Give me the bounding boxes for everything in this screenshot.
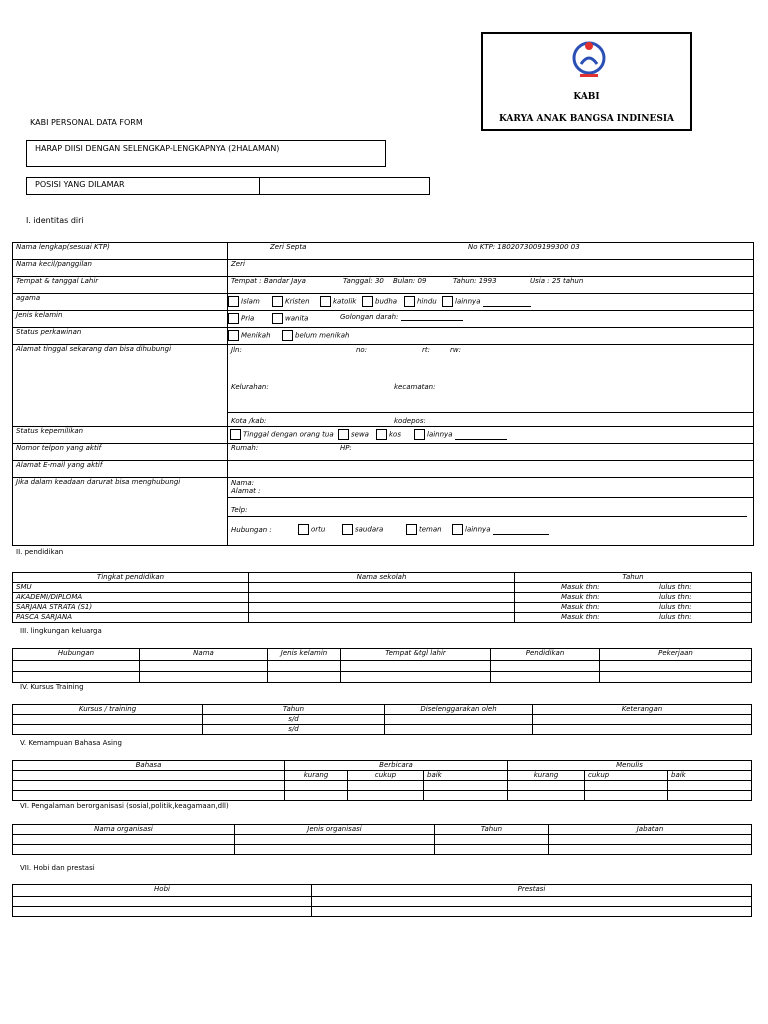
agama-opt: lainnya: [455, 297, 481, 306]
milik-checkbox-kos[interactable]: [376, 429, 387, 440]
org-header: Tahun: [435, 825, 549, 835]
kel-header: Hubungan: [13, 649, 140, 661]
agama-opt: katolik: [333, 297, 357, 306]
org-header: Nama organisasi: [13, 825, 235, 835]
kawin-checkbox-belum[interactable]: [282, 330, 293, 341]
pend-level: AKADEMI/DIPLOMA: [13, 593, 249, 603]
kel-header: Tempat &tgl lahir: [341, 649, 491, 661]
posisi-input[interactable]: [259, 178, 430, 194]
lulus-label: lulus thn:: [659, 593, 692, 601]
darurat-telp-label: Telp:: [231, 506, 248, 514]
ktp-value[interactable]: No KTP: 1802073009199300 03: [468, 243, 580, 251]
sd-label: s/d: [203, 715, 385, 725]
nama-value[interactable]: Zeri Septa: [270, 243, 307, 251]
level-label: baik: [424, 771, 508, 781]
bicara-header: Berbicara: [285, 761, 508, 771]
masuk-label: Masuk thn:: [561, 613, 600, 621]
kel-header: Pekerjaan: [600, 649, 752, 661]
milik-opt: Tinggal dengan orang tua: [243, 430, 334, 439]
jk-opt: wanita: [285, 314, 309, 323]
masuk-label: Masuk thn:: [561, 593, 600, 601]
kawin-checkbox-menikah[interactable]: [228, 330, 239, 341]
agama-checkbox-lainnya[interactable]: [442, 296, 453, 307]
milik-opt: sewa: [351, 430, 369, 439]
table-row[interactable]: [13, 791, 752, 801]
pend-level: SMU: [13, 583, 249, 593]
masuk-label: Masuk thn:: [561, 603, 600, 611]
agama-checkbox-hindu[interactable]: [404, 296, 415, 307]
hub-checkbox-teman[interactable]: [406, 524, 417, 535]
email-label: Alamat E-mail yang aktif: [13, 461, 228, 478]
pend-header-tingkat: Tingkat pendidikan: [13, 573, 249, 583]
goldar-input[interactable]: [401, 320, 463, 321]
pend-header-sekolah: Nama sekolah: [249, 573, 515, 583]
lulus-label: lulus thn:: [659, 603, 692, 611]
kawin-label: Status perkawinan: [13, 328, 228, 345]
hobi-header: Hobi: [13, 885, 312, 897]
kabi-logo-icon: [571, 38, 607, 80]
kota-label: Kota /kab:: [231, 417, 267, 425]
level-label: cukup: [348, 771, 424, 781]
kursus-header: Keterangan: [533, 705, 752, 715]
milik-lainnya-input[interactable]: [455, 439, 507, 440]
instruction-box: HARAP DIISI DENGAN SELENGKAP-LENGKAPNYA (2HALAMAN): [26, 140, 386, 167]
agama-opt: Islam: [241, 297, 260, 306]
identitas-table: [12, 242, 754, 546]
kel-header: Pendidikan: [491, 649, 600, 661]
hub-checkbox-ortu[interactable]: [298, 524, 309, 535]
pend-sekolah-cell[interactable]: [249, 593, 515, 603]
org-header: Jenis organisasi: [235, 825, 435, 835]
pend-level: SARJANA STRATA (S1): [13, 603, 249, 613]
form-title: KABI PERSONAL DATA FORM: [30, 118, 143, 127]
hub-checkbox-lainnya[interactable]: [452, 524, 463, 535]
pendidikan-table: [12, 572, 752, 623]
section-1-title: I. identitas diri: [26, 216, 84, 225]
milik-opt: lainnya: [427, 430, 453, 439]
level-label: kurang: [508, 771, 585, 781]
level-label: cukup: [585, 771, 668, 781]
kursus-header: Tahun: [203, 705, 385, 715]
masuk-label: Masuk thn:: [561, 583, 600, 591]
alamat-label: Alamat tinggal sekarang dan bisa dihubungi: [13, 345, 228, 427]
pend-header-tahun: Tahun: [515, 573, 752, 583]
kawin-opt: Menikah: [241, 331, 271, 340]
hub-opt: lainnya: [465, 525, 491, 534]
agama-checkbox-kristen[interactable]: [272, 296, 283, 307]
table-row[interactable]: [13, 845, 752, 855]
milik-checkbox-ortu[interactable]: [230, 429, 241, 440]
hub-opt: ortu: [311, 525, 326, 534]
kelurahan-label: Kelurahan:: [231, 383, 269, 391]
rumah-label: Rumah:: [231, 444, 259, 452]
goldar-label: Golongan darah:: [340, 313, 399, 321]
bahasa-header: Bahasa: [13, 761, 285, 771]
hub-checkbox-saudara[interactable]: [342, 524, 353, 535]
kursus-header: Kursus / training: [13, 705, 203, 715]
jln-label: Jln:: [231, 346, 242, 354]
agama-opt: budha: [375, 297, 398, 306]
agama-checkbox-katolik[interactable]: [320, 296, 331, 307]
table-row[interactable]: [13, 907, 752, 917]
hobi-table: [12, 884, 752, 917]
agama-lainnya-input[interactable]: [483, 306, 531, 307]
jk-opt: Pria: [241, 314, 255, 323]
jk-checkbox-wanita[interactable]: [272, 313, 283, 324]
panggilan-value[interactable]: Zeri: [228, 260, 754, 277]
table-row[interactable]: [13, 781, 752, 791]
logo-org: KARYA ANAK BANGSA INDINESIA: [498, 114, 675, 124]
pend-level: PASCA SARJANA: [13, 613, 249, 623]
prestasi-header: Prestasi: [312, 885, 752, 897]
tanggal-value[interactable]: Tanggal: 30: [343, 277, 384, 285]
agama-opt: Kristen: [285, 297, 310, 306]
milik-label: Status kepemilikan: [13, 427, 228, 444]
panggilan-label: Nama kecil/panggilan: [13, 260, 228, 277]
table-row[interactable]: [13, 897, 752, 907]
agama-opt: hindu: [417, 297, 437, 306]
keluarga-table: [12, 648, 752, 683]
table-row[interactable]: [13, 672, 752, 683]
no-label: no:: [356, 346, 368, 354]
hubungan-label: Hubungan :: [231, 526, 272, 534]
milik-checkbox-lainnya[interactable]: [414, 429, 425, 440]
pend-sekolah-cell[interactable]: [249, 613, 515, 623]
section-3-title: III. lingkungan keluarga: [20, 627, 102, 635]
bulan-value[interactable]: Bulan: 09: [393, 277, 427, 285]
usia-value[interactable]: Usia : 25 tahun: [530, 277, 584, 285]
kel-header: Jenis kelamin: [268, 649, 341, 661]
agama-checkbox-islam[interactable]: [228, 296, 239, 307]
level-label: kurang: [285, 771, 348, 781]
section-5-title: V. Kemampuan Bahasa Asing: [20, 739, 122, 747]
hub-opt: saudara: [355, 525, 384, 534]
posisi-label: POSISI YANG DILAMAR: [35, 180, 125, 189]
sd-label: s/d: [203, 725, 385, 735]
darurat-nama-label: Nama:: [231, 479, 254, 487]
tempat-value[interactable]: Tempat : Bandar Jaya: [231, 277, 306, 285]
ttl-label: Tempat & tanggal Lahir: [13, 277, 228, 294]
kursus-header: Diselenggarakan oleh: [385, 705, 533, 715]
section-7-title: VII. Hobi dan prestasi: [20, 864, 95, 872]
organisasi-table: [12, 824, 752, 855]
kecamatan-label: kecamatan:: [394, 383, 436, 391]
jk-label: Jenis kelamin: [13, 311, 228, 328]
milik-checkbox-sewa[interactable]: [338, 429, 349, 440]
menulis-header: Menulis: [508, 761, 752, 771]
rw-label: rw:: [450, 346, 461, 354]
nama-label: Nama lengkap(sesuai KTP): [13, 243, 228, 260]
table-row[interactable]: [13, 835, 752, 845]
pend-sekolah-cell[interactable]: [249, 603, 515, 613]
darurat-label: Jika dalam keadaan darurat bisa menghubungi: [13, 478, 228, 546]
section-2-title: II. pendidikan: [16, 548, 64, 556]
table-row[interactable]: [13, 661, 752, 672]
jk-checkbox-pria[interactable]: [228, 313, 239, 324]
milik-opt: kos: [389, 430, 401, 439]
hp-label: HP:: [340, 444, 352, 452]
email-input[interactable]: [228, 461, 754, 478]
pend-sekolah-cell[interactable]: [249, 583, 515, 593]
kawin-opt: belum menikah: [295, 331, 350, 340]
bahasa-table: [12, 760, 752, 801]
table-row[interactable]: [13, 715, 752, 725]
section-6-title: VI. Pengalaman berorganisasi (sosial,politik,keagamaan,dll): [20, 802, 229, 810]
kel-header: Nama: [140, 649, 268, 661]
posisi-box: [26, 177, 430, 195]
table-row[interactable]: [13, 725, 752, 735]
lulus-label: lulus thn:: [659, 583, 692, 591]
agama-checkbox-budha[interactable]: [362, 296, 373, 307]
rt-label: rt:: [422, 346, 430, 354]
section-4-title: IV. Kursus Training: [20, 683, 84, 691]
darurat-alamat-label: Alamat :: [231, 487, 261, 495]
kursus-table: [12, 704, 752, 735]
kodepos-label: kodepos:: [394, 417, 426, 425]
agama-label: agama: [13, 294, 228, 311]
org-header: Jabatan: [549, 825, 752, 835]
tahun-value[interactable]: Tahun: 1993: [453, 277, 497, 285]
logo-name: KABI: [573, 92, 600, 102]
logo-box: [481, 32, 692, 131]
lulus-label: lulus thn:: [659, 613, 692, 621]
level-label: baik: [668, 771, 752, 781]
telp-label: Nomor telpon yang aktif: [13, 444, 228, 461]
hub-lainnya-input[interactable]: [493, 534, 549, 535]
hub-opt: teman: [419, 525, 442, 534]
